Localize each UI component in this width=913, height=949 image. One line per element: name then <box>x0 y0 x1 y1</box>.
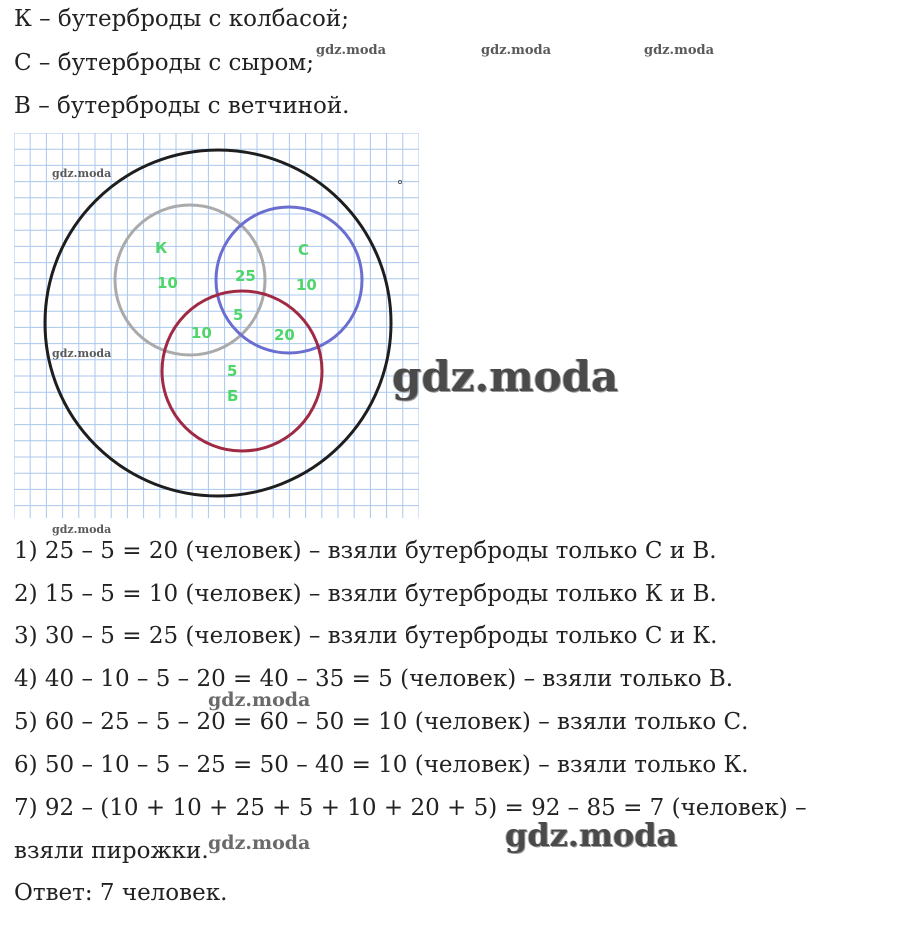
k-only-value: 10 <box>157 274 178 292</box>
grid-background <box>14 133 419 518</box>
venn-diagram <box>14 133 419 518</box>
b-letter-label: Б <box>227 387 239 405</box>
watermark: gdz.moda <box>481 43 552 58</box>
kcb-value: 5 <box>233 306 244 324</box>
watermark-large: gdz.moda <box>392 352 619 401</box>
step-3: 3) 30 – 5 = 25 (человек) – взяли бутерброды только С и К. <box>14 623 718 649</box>
step-7-continued: взяли пирожки. <box>14 838 209 864</box>
watermark: gdz.moda <box>52 523 112 536</box>
watermark: gdz.moda <box>52 167 112 180</box>
k-letter-label: К <box>155 239 168 257</box>
answer: Ответ: 7 человек. <box>14 880 228 906</box>
step-7: 7) 92 – (10 + 10 + 25 + 5 + 10 + 20 + 5) = 92 – 85 = 7 (человек) – <box>14 795 807 821</box>
c-letter-label: С <box>298 241 310 259</box>
b-only-value: 5 <box>227 362 238 380</box>
c-only-value: 10 <box>296 276 317 294</box>
watermark: gdz.moda <box>316 43 387 58</box>
watermark: gdz.moda <box>644 43 715 58</box>
watermark-large: gdz.moda <box>505 816 678 854</box>
watermark: gdz.moda <box>52 347 112 360</box>
legend-line-k: К – бутерброды с колбасой; <box>14 6 349 32</box>
watermark: gdz.moda <box>208 689 311 711</box>
step-1: 1) 25 – 5 = 20 (человек) – взяли бутерброды только С и В. <box>14 538 717 564</box>
kc-value: 25 <box>235 267 256 285</box>
step-6: 6) 50 – 10 – 5 – 25 = 50 – 40 = 10 (человек) – взяли только К. <box>14 752 749 778</box>
legend-line-b: В – бутерброды с ветчиной. <box>14 93 350 119</box>
step-4: 4) 40 – 10 – 5 – 20 = 40 – 35 = 5 (человек) – взяли только В. <box>14 666 734 692</box>
step-2: 2) 15 – 5 = 10 (человек) – взяли бутерброды только К и В. <box>14 581 717 607</box>
outer-circle <box>45 150 391 496</box>
kb-value: 10 <box>191 324 212 342</box>
cb-value: 20 <box>274 326 295 344</box>
legend-line-c: С – бутерброды с сыром; <box>14 50 314 76</box>
step-5: 5) 60 – 25 – 5 – 20 = 60 – 50 = 10 (человек) – взяли только С. <box>14 709 749 735</box>
watermark: gdz.moda <box>208 832 311 854</box>
